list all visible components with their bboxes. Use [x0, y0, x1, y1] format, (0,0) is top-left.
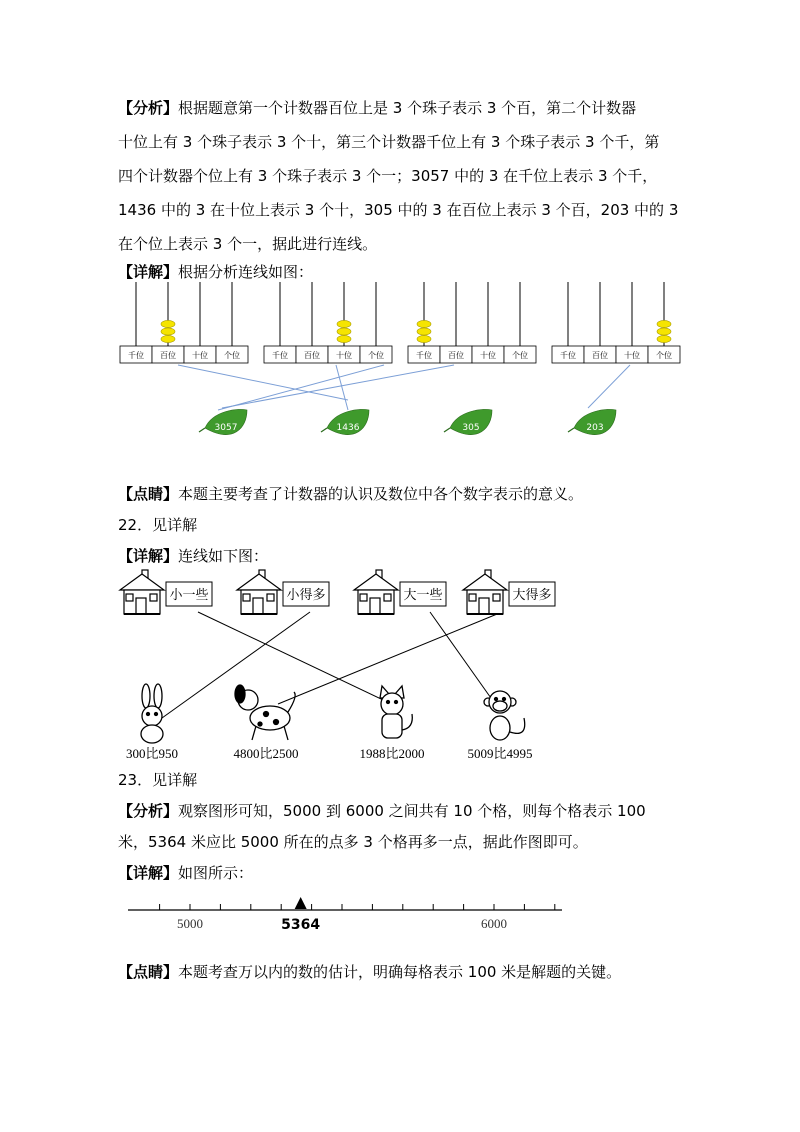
bead	[337, 335, 351, 342]
abacus-label: 百位	[592, 351, 608, 360]
bead	[161, 335, 175, 342]
leaf-label: 3057	[214, 423, 238, 433]
abacus-label: 十位	[480, 351, 496, 360]
bead	[337, 320, 351, 327]
abacus-label: 个位	[512, 351, 528, 360]
house-label: 大一些	[403, 588, 443, 603]
animal-1	[126, 684, 178, 761]
leaf-label: 1436	[336, 423, 360, 433]
leaf-stem	[568, 428, 574, 432]
rabbit-icon	[141, 684, 163, 743]
abacus-label: 千位	[416, 351, 432, 360]
leaf-label: 305	[462, 423, 480, 433]
analysis-line-2: 十位上有 3 个珠子表示 3 个十，第三个计数器千位上有 3 个珠子表示 3 个千，第	[118, 133, 660, 151]
abacus-label: 千位	[272, 351, 288, 360]
point-line-1: 【点睛】本题主要考查了计数器的认识及数位中各个数字表示的意义。	[118, 485, 584, 503]
bead	[417, 328, 431, 335]
house-icon	[237, 570, 281, 614]
abacus-label: 十位	[624, 351, 640, 360]
animal-label: 4800比2500	[233, 746, 299, 761]
number-line-marker-label: 5364	[281, 917, 321, 933]
point-line-23: 【点睛】本题考查万以内的数的估计，明确每格表示 100 米是解题的关键。	[118, 963, 622, 981]
leaf-3057	[199, 409, 247, 434]
animal-4	[467, 691, 532, 761]
house-label: 小一些	[169, 588, 209, 603]
abacus-3	[408, 282, 536, 363]
animal-3	[359, 686, 424, 761]
point-tag: 【点睛】	[118, 485, 179, 503]
leaf-group	[199, 409, 616, 434]
abacus-label: 个位	[368, 351, 384, 360]
analysis-line-4: 1436 中的 3 在十位上表示 3 个十，305 中的 3 在百位上表示 3 个百，203 中的 3	[118, 201, 679, 219]
house-icon	[354, 570, 398, 614]
abacus-label: 十位	[192, 351, 208, 360]
abacus-label: 千位	[128, 351, 144, 360]
number-line-ticks	[160, 904, 555, 910]
leaf-1436	[321, 409, 369, 434]
analysis-line-1: 【分析】根据题意第一个计数器百位上是 3 个珠子表示 3 个百，第二个计数器	[118, 99, 637, 117]
heading-22: 22．见详解	[118, 516, 198, 534]
analysis-line-23-2: 米，5364 米应比 5000 所在的点多 3 个格再多一点，据此作图即可。	[118, 833, 588, 851]
detail-tag-23: 【详解】	[118, 864, 179, 882]
abacus-group	[120, 282, 680, 363]
analysis-line-5: 在个位上表示 3 个一，据此进行连线。	[118, 235, 378, 253]
bead	[337, 328, 351, 335]
abacus-label: 百位	[304, 351, 320, 360]
number-line-end-label: 6000	[481, 916, 507, 931]
house-group	[120, 570, 555, 614]
abacus-label: 个位	[656, 351, 672, 360]
bead	[657, 335, 671, 342]
detail-line-23: 【详解】如图所示：	[118, 864, 254, 882]
abacus-label: 十位	[336, 351, 352, 360]
cat-icon	[380, 686, 412, 738]
animal-label: 300比950	[125, 746, 179, 761]
heading-23: 23．见详解	[118, 771, 198, 789]
abacus-1	[120, 282, 248, 363]
bead	[161, 320, 175, 327]
number-line	[126, 884, 566, 936]
abacus-label: 千位	[560, 351, 576, 360]
leaf-stem	[321, 428, 327, 432]
leaf-stem	[444, 428, 450, 432]
bead	[657, 328, 671, 335]
animal-group	[126, 684, 533, 761]
house-3	[354, 570, 446, 614]
animal-label: 1988比2000	[359, 746, 425, 761]
leaf-stem	[199, 428, 205, 432]
monkey-icon	[484, 691, 525, 740]
abacus-figure	[110, 278, 690, 448]
bead	[417, 335, 431, 342]
analysis-line-23-1: 【分析】观察图形可知，5000 到 6000 之间共有 10 个格，则每个格表示 100	[118, 802, 646, 820]
house-icon	[120, 570, 164, 614]
abacus-connector-lines	[178, 365, 630, 410]
house-icon	[463, 570, 507, 614]
detail-line: 【详解】根据分析连线如图：	[118, 263, 314, 281]
abacus-label: 个位	[224, 351, 240, 360]
leaf-305	[444, 409, 492, 434]
animal-label: 5009比4995	[467, 746, 533, 761]
house-label: 小得多	[286, 588, 326, 603]
bead	[657, 320, 671, 327]
abacus-label: 百位	[160, 351, 176, 360]
marker-triangle-icon	[295, 897, 307, 909]
animal-2	[233, 685, 298, 761]
analysis-tag-23: 【分析】	[118, 802, 179, 820]
dog-icon	[235, 685, 295, 740]
leaf-label: 203	[586, 423, 604, 433]
abacus-label: 百位	[448, 351, 464, 360]
matching-figure	[110, 568, 580, 764]
bead	[161, 328, 175, 335]
abacus-2	[264, 282, 392, 363]
leaf-203	[568, 409, 616, 434]
detail-line-22: 【详解】连线如下图：	[118, 547, 269, 565]
house-2	[237, 570, 329, 614]
detail-tag: 【详解】	[118, 263, 179, 281]
analysis-line-3: 四个计数器个位上有 3 个珠子表示 3 个一；3057 中的 3 在千位上表示 3 个千，	[118, 167, 658, 185]
detail-tag-22: 【详解】	[118, 547, 179, 565]
matching-lines	[162, 612, 502, 718]
house-4	[463, 570, 555, 614]
house-label: 大得多	[512, 588, 552, 603]
abacus-4	[552, 282, 680, 363]
analysis-tag: 【分析】	[118, 99, 179, 117]
bead	[417, 320, 431, 327]
house-1	[120, 570, 212, 614]
point-tag-23: 【点睛】	[118, 963, 179, 981]
number-line-start-label: 5000	[177, 916, 203, 931]
